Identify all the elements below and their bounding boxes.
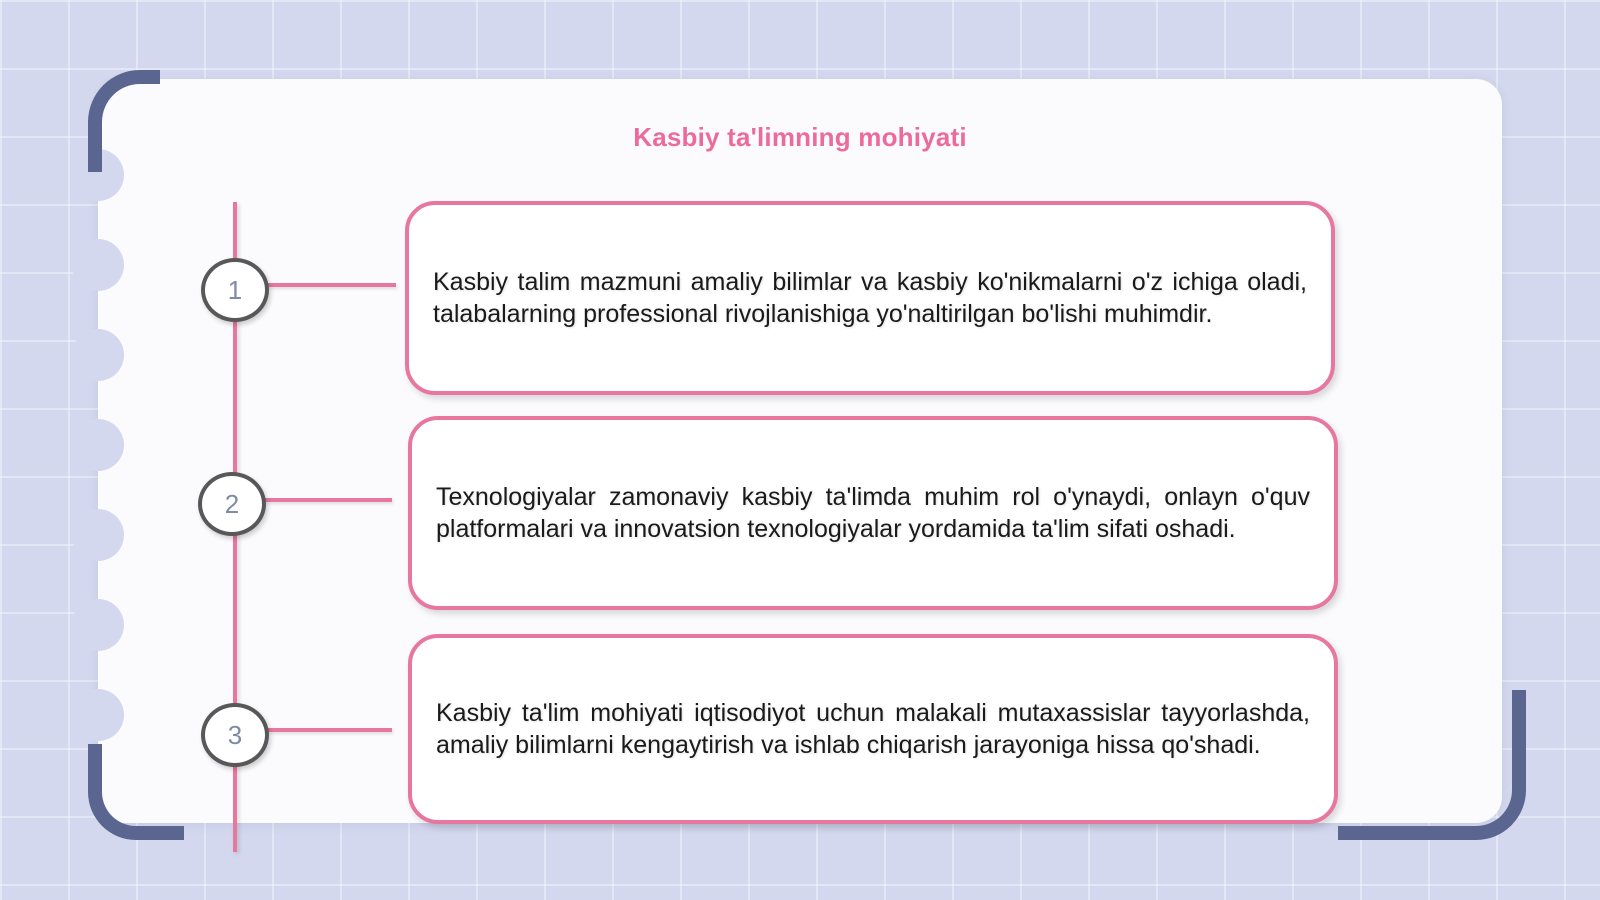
corner-bracket-bottom-right bbox=[1338, 690, 1526, 840]
step-badge-3: 3 bbox=[201, 703, 269, 767]
card-text-1: Kasbiy talim mazmuni amaliy bilimlar va kasbiy ko'nikmalarni o'z ichiga oladi, talabalarning professional rivojlanishiga yo'naltirilgan bo'lishi muhimdir. bbox=[433, 268, 1307, 328]
step-badge-2: 2 bbox=[198, 472, 266, 536]
timeline-connector-3 bbox=[266, 728, 392, 732]
paper-scallop bbox=[72, 509, 124, 561]
step-badge-1: 1 bbox=[201, 258, 269, 322]
card-text-2: Texnologiyalar zamonaviy kasbiy ta'limda muhim rol o'ynaydi, onlayn o'quv platformalari va innovatsion texnologiyalar yordamida ta'lim sifati oshadi. bbox=[436, 483, 1310, 543]
timeline-connector-1 bbox=[266, 283, 396, 287]
paper-scallop bbox=[72, 329, 124, 381]
card-text-3: Kasbiy ta'lim mohiyati iqtisodiyot uchun malakali mutaxassislar tayyorlashda, amaliy bilimlarni kengaytirish va ishlab chiqarish jarayoniga hissa qo'shadi. bbox=[436, 699, 1310, 759]
paper-scallop bbox=[72, 599, 124, 651]
paper-scallop bbox=[72, 689, 124, 741]
content-card-3 bbox=[408, 634, 1338, 824]
corner-bracket-bottom-left bbox=[88, 744, 184, 840]
paper-scallop bbox=[72, 239, 124, 291]
corner-bracket-top-left bbox=[88, 70, 160, 172]
timeline-connector-2 bbox=[262, 498, 392, 502]
slide-title: Kasbiy ta'limning mohiyati bbox=[633, 122, 967, 152]
content-card-2 bbox=[408, 416, 1338, 610]
paper-scallop bbox=[72, 419, 124, 471]
content-card-1 bbox=[405, 201, 1335, 395]
